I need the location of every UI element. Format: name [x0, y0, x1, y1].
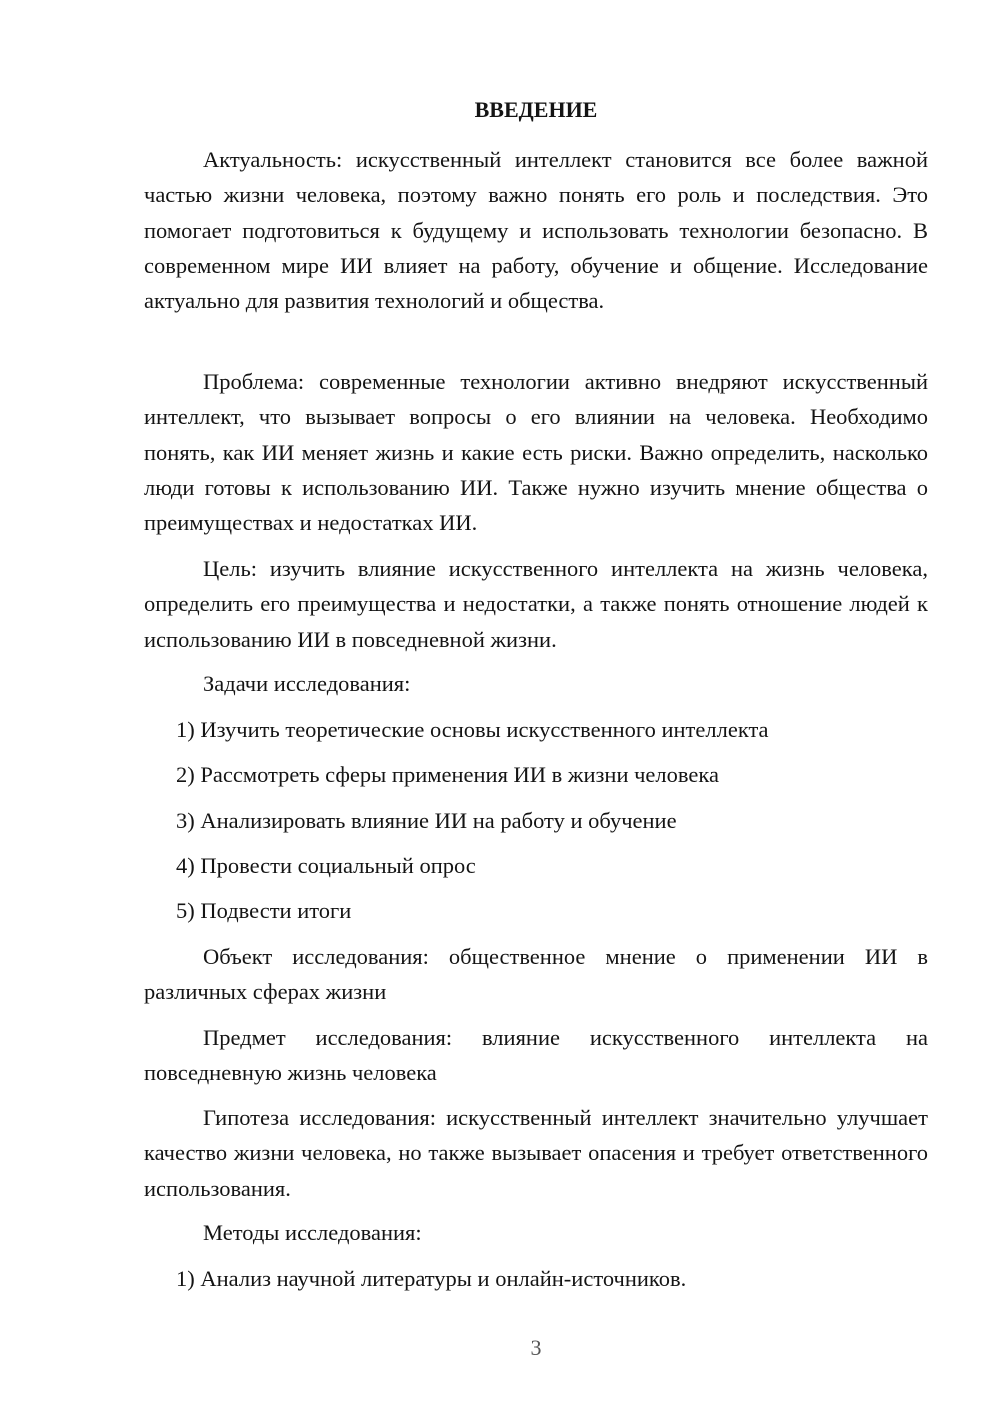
relevance-paragraph: Актуальность: искусственный интеллект становится все более важной частью жизни человека, поэтому важно понять его роль и последствия. Это помогает подготовиться к будущему и использовать технологии безопасно. В современном мире ИИ влияет на работу, обучение и общение. Исследование актуально для развития технологий и общества. — [144, 147, 928, 314]
method-item: 1) Анализ научной литературы и онлайн-источников. — [176, 1266, 687, 1291]
task-item: 2) Рассмотреть сферы применения ИИ в жизни человека — [176, 762, 719, 787]
hypothesis-paragraph: Гипотеза исследования: искусственный интеллект значительно улучшает качество жизни человека, но также вызывает опасения и требует ответственного использования. — [144, 1105, 928, 1201]
section-title: ВВЕДЕНИЕ — [474, 97, 598, 122]
tasks-heading: Задачи исследования: — [203, 671, 411, 696]
task-item: 5) Подвести итоги — [176, 898, 352, 923]
task-item: 1) Изучить теоретические основы искусственного интеллекта — [176, 717, 769, 742]
problem-paragraph: Проблема: современные технологии активно внедряют искусственный интеллект, что вызывает вопросы о его влиянии на человека. Необходимо понять, как ИИ меняет жизнь и какие есть риски. Важно определить, насколько люди готовы к использованию ИИ. Также нужно изучить мнение общества о преимуществах и недостатках ИИ. — [144, 369, 928, 536]
goal-paragraph: Цель: изучить влияние искусственного интеллекта на жизнь человека, определить его преимущества и недостатки, а также понять отношение людей к использованию ИИ в повседневной жизни. — [144, 556, 928, 652]
page-number: 3 — [530, 1335, 542, 1360]
subject-paragraph: Предмет исследования: влияние искусственного интеллекта на повседневную жизнь человека — [144, 1025, 928, 1086]
methods-heading: Методы исследования: — [203, 1220, 422, 1245]
object-paragraph: Объект исследования: общественное мнение о применении ИИ в различных сферах жизни — [144, 944, 928, 1005]
task-item: 3) Анализировать влияние ИИ на работу и обучение — [176, 808, 677, 833]
task-item: 4) Провести социальный опрос — [176, 853, 476, 878]
